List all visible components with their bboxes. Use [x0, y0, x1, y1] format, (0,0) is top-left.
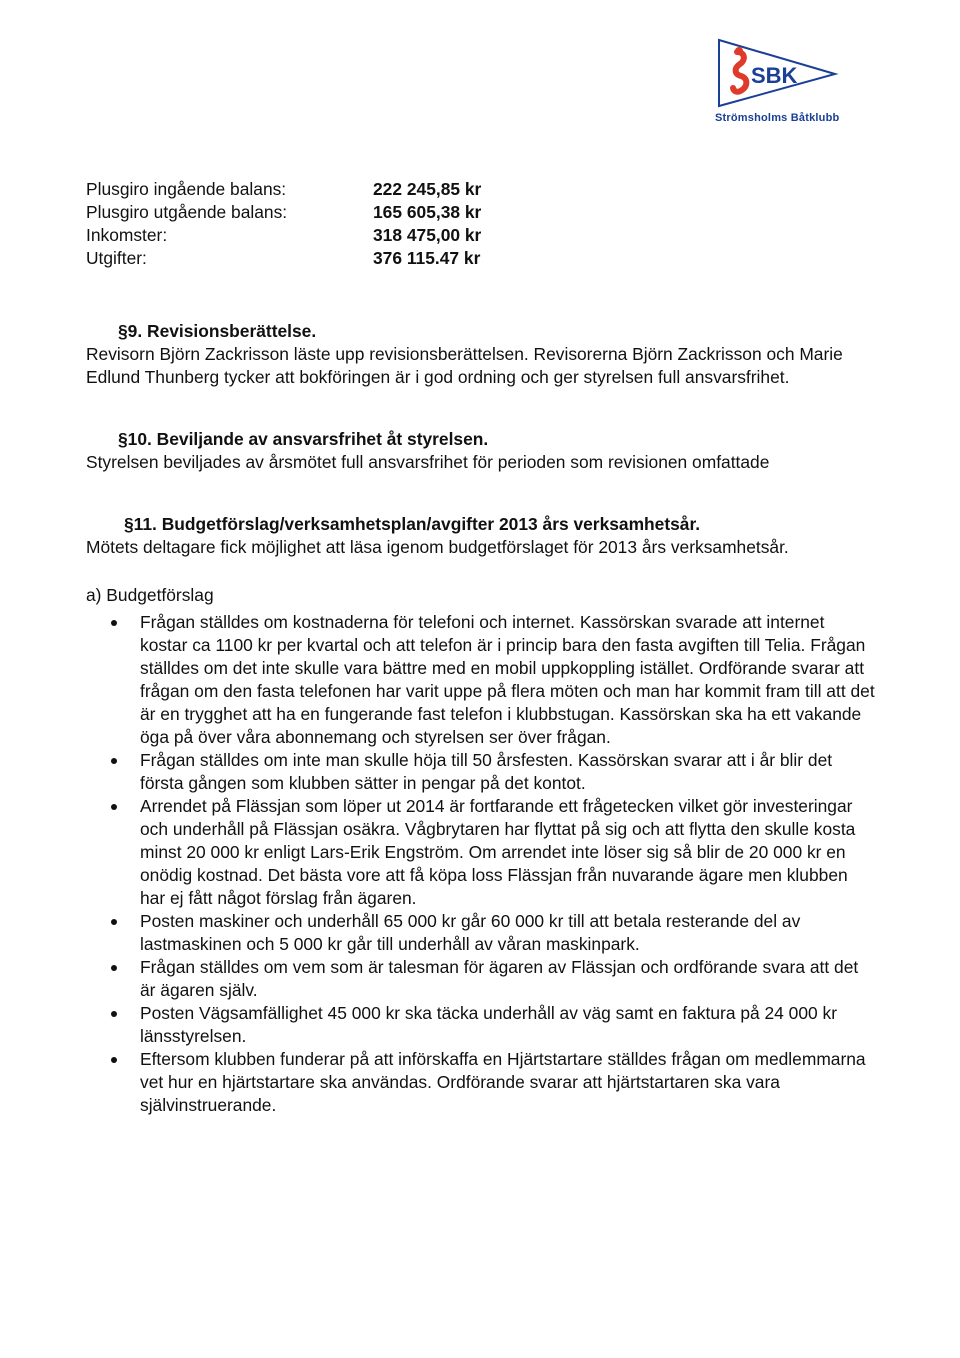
list-item: Posten Vägsamfällighet 45 000 kr ska täcka underhåll av väg samt en faktura på 24 000 kr länsstyrelsen. — [86, 1002, 876, 1048]
list-item: Frågan ställdes om vem som är talesman för ägaren av Flässjan och ordförande svara att det är ägaren själv. — [86, 956, 876, 1002]
section-10-heading: §10. Beviljande av ansvarsfrihet åt styrelsen. — [118, 429, 489, 449]
balance-value: 376 115.47 kr — [373, 248, 481, 268]
logo-caption: Strömsholms Båtklubb — [715, 112, 840, 124]
balance-summary — [86, 178, 876, 270]
section-9-heading: §9. Revisionsberättelse. — [118, 321, 317, 341]
balance-label: Utgifter: — [86, 248, 147, 268]
logo-letters: SBK — [751, 63, 798, 88]
document-body — [86, 178, 876, 1117]
list-item: Frågan ställdes om inte man skulle höja till 50 årsfesten. Kassörskan svarar att i år blir det första gången som klubben sätter in pengar på det kontot. — [86, 749, 876, 795]
balance-value: 165 605,38 kr — [373, 202, 482, 222]
section-9-text: Revisorn Björn Zackrisson läste upp revisionsberättelsen. Revisorerna Björn Zackrisson och Marie Edlund Thunberg tycker att bokföringen är i god ordning och ger styrelsen full ansvarsfrihet. — [86, 344, 843, 387]
balance-label: Inkomster: — [86, 225, 168, 245]
list-item: Eftersom klubben funderar på att införskaffa en Hjärtstartare ställdes frågan om medlemmarna vet hur en hjärtstartare ska användas. Ordförande svarar att hjärtstartaren ska vara självinstruerande. — [86, 1048, 876, 1117]
club-logo — [715, 38, 875, 128]
balance-label: Plusgiro utgående balans: — [86, 202, 288, 222]
balance-label: Plusgiro ingående balans: — [86, 179, 287, 199]
list-item: Frågan ställdes om kostnaderna för telefoni och internet. Kassörskan svarade att internet kostar ca 1100 kr per kvartal och att telefon är i princip bara den fasta avgiften till Telia. Frågan ställdes om det inte skulle vara bättre med en mobil uppkoppling istället. Ordförande svarar att frågan om den fasta telefonen har varit uppe på flera möten och man har kommit fram till att det är en trygghet att ha en fungerande fast telefon i klubbstugan. Kassörskan ska ha ett vakande öga på över våra abonnemang och styrelsen ser över frågan. — [86, 611, 876, 749]
pennant-flag-icon — [715, 38, 875, 112]
budget-bullet-list — [86, 611, 876, 1117]
budget-subheading: a) Budgetförslag — [86, 585, 214, 605]
section-11-text: Mötets deltagare fick möjlighet att läsa igenom budgetförslaget för 2013 års verksamhetsår. — [86, 537, 789, 557]
balance-value: 222 245,85 kr — [373, 179, 482, 199]
section-11-heading: §11. Budgetförslag/verksamhetsplan/avgifter 2013 års verksamhetsår. — [124, 514, 701, 534]
section-10-text: Styrelsen beviljades av årsmötet full ansvarsfrihet för perioden som revisionen omfattade — [86, 452, 770, 472]
list-item: Arrendet på Flässjan som löper ut 2014 är fortfarande ett frågetecken vilket gör investeringar och underhåll på Flässjan osäkra. Vågbrytaren har flyttat på sig och att flytta den skulle kosta minst 20 000 kr enligt Lars-Erik Engström. Om arrendet inte löser sig så blir de 20 000 kr en onödig kostnad. Det bästa vore att få köpa loss Flässjan från nuvarande ägare men klubben har ej fått något förslag från ägaren. — [86, 795, 876, 910]
list-item: Posten maskiner och underhåll 65 000 kr går 60 000 kr till att betala resterande del av lastmaskinen och 5 000 kr går till underhåll av våran maskinpark. — [86, 910, 876, 956]
balance-value: 318 475,00 kr — [373, 225, 482, 245]
